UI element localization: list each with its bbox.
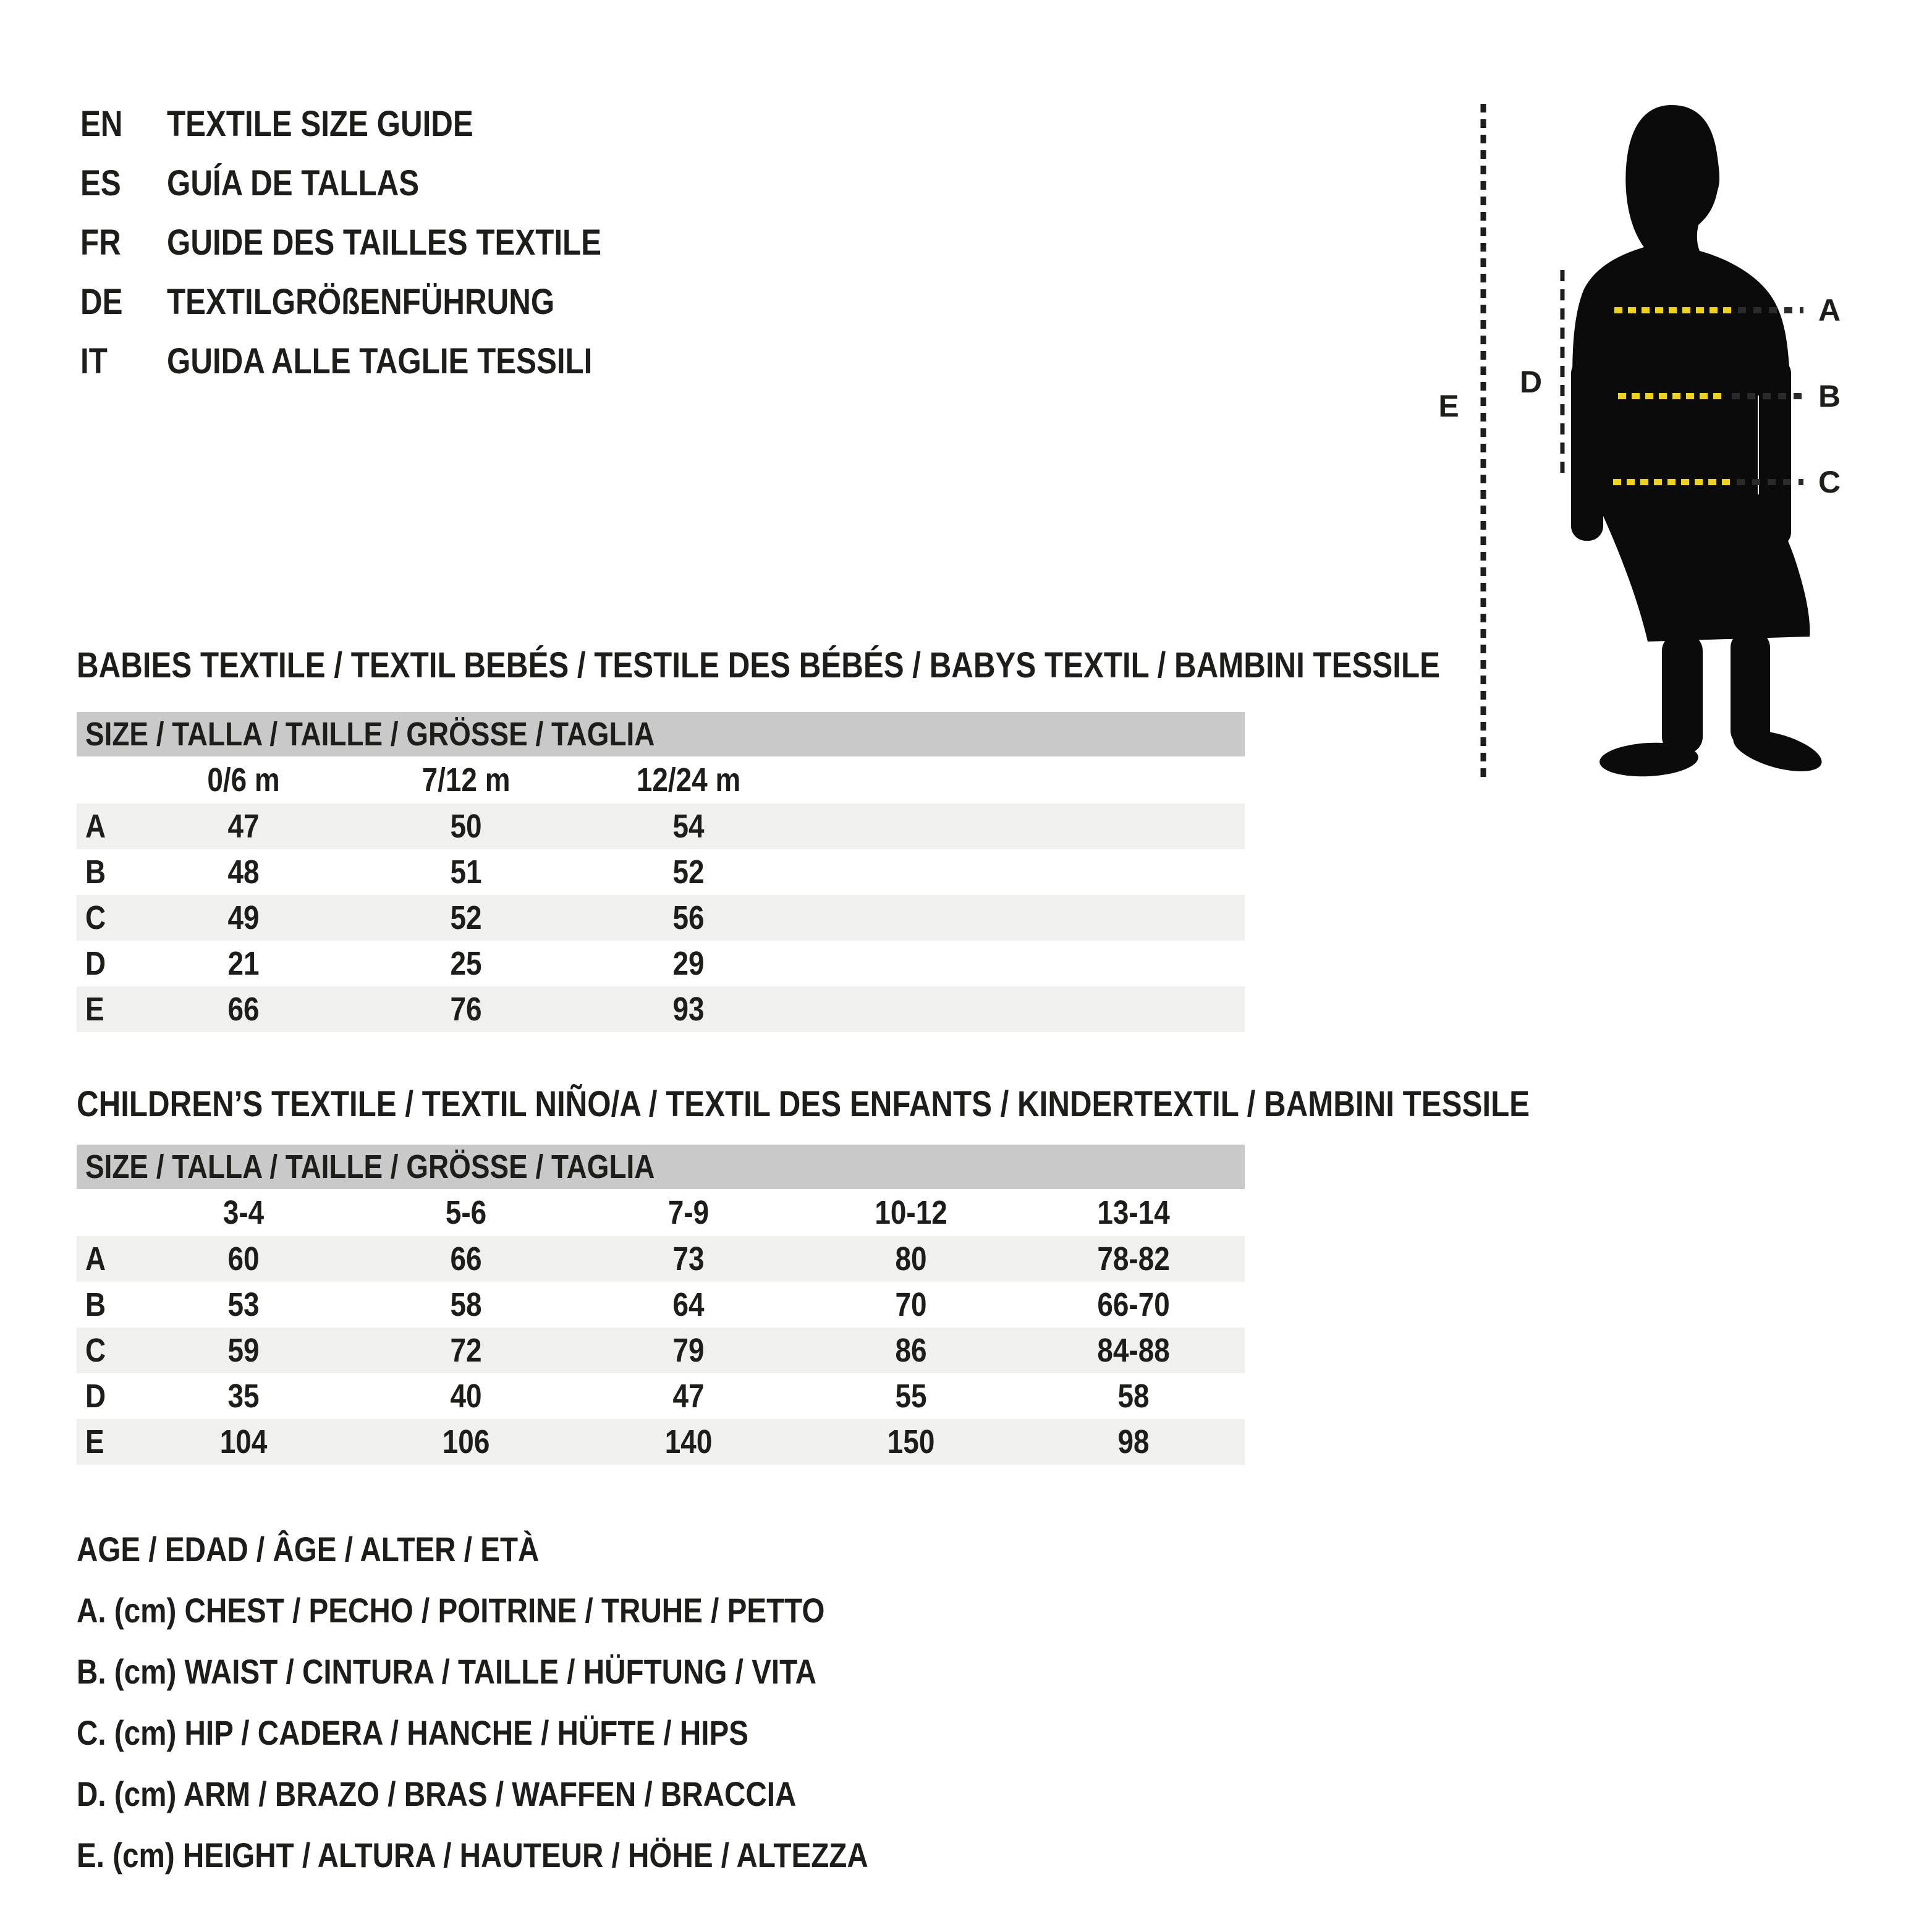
table-cell: 64 — [672, 1286, 705, 1323]
figure-label-d: D — [1519, 365, 1543, 399]
children-banner-text: SIZE / TALLA / TAILLE / GRÖSSE / TAGLIA — [85, 1148, 655, 1185]
legend-line-age — [77, 1519, 1008, 1580]
row-label: B — [85, 854, 106, 891]
row-label: C — [85, 1332, 106, 1369]
legend-text: B. (cm) WAIST / CINTURA / TAILLE / HÜFTUNG / VITA — [77, 1652, 816, 1691]
table-cell: 66 — [227, 991, 260, 1028]
table-cell: 72 — [450, 1332, 482, 1369]
language-title: GUIDA ALLE TAGLIE TESSILI — [167, 341, 593, 381]
table-row — [77, 941, 1245, 986]
table-cell: 47 — [672, 1378, 705, 1415]
table-cell: 86 — [895, 1332, 927, 1369]
table-cell: 59 — [227, 1332, 260, 1369]
table-row — [77, 895, 1245, 941]
column-header: 5-6 — [445, 1194, 487, 1231]
language-code: EN — [80, 103, 123, 144]
table-row — [77, 1419, 1245, 1465]
legend-text: AGE / EDAD / ÂGE / ALTER / ETÀ — [77, 1530, 540, 1569]
table-cell: 49 — [227, 899, 260, 936]
legend-line-arm — [77, 1763, 1008, 1824]
table-row — [77, 1282, 1245, 1328]
table-row — [77, 849, 1245, 895]
language-row-es — [80, 153, 678, 213]
column-header: 13-14 — [1097, 1194, 1170, 1231]
table-cell: 53 — [227, 1286, 260, 1323]
legend-text: A. (cm) CHEST / PECHO / POITRINE / TRUHE / PETTO — [77, 1591, 825, 1630]
table-cell: 150 — [887, 1423, 935, 1460]
babies-heading-text: BABIES TEXTILE / TEXTIL BEBÉS / TESTILE DES BÉBÉS / BABYS TEXTIL / BAMBINI TESSILE — [77, 645, 1441, 685]
table-cell: 78-82 — [1097, 1240, 1170, 1277]
table-row — [77, 1236, 1245, 1282]
babies-section-heading — [77, 644, 1680, 687]
language-code: DE — [80, 281, 123, 322]
babies-table-banner — [77, 712, 1245, 756]
column-header: 12/24 m — [636, 761, 741, 799]
table-cell: 54 — [672, 808, 705, 845]
table-cell: 25 — [450, 945, 482, 982]
legend-text: E. (cm) HEIGHT / ALTURA / HAUTEUR / HÖHE / ALTEZZA — [77, 1836, 868, 1875]
table-cell: 79 — [672, 1332, 705, 1369]
measurement-legend — [77, 1519, 1008, 1886]
measurement-figure — [1391, 87, 1904, 810]
table-cell: 98 — [1117, 1423, 1150, 1460]
table-cell: 52 — [450, 899, 482, 936]
row-label: E — [85, 1423, 104, 1460]
language-title-list — [80, 94, 678, 391]
table-cell: 73 — [672, 1240, 705, 1277]
language-code: ES — [80, 163, 121, 203]
table-cell: 140 — [664, 1423, 713, 1460]
figure-label-b: B — [1818, 379, 1841, 413]
column-header: 7-9 — [667, 1194, 710, 1231]
table-cell: 60 — [227, 1240, 260, 1277]
table-cell: 66 — [450, 1240, 482, 1277]
legend-text: D. (cm) ARM / BRAZO / BRAS / WAFFEN / BRACCIA — [77, 1774, 797, 1813]
table-cell: 21 — [227, 945, 260, 982]
language-title: GUIDE DES TAILLES TEXTILE — [167, 222, 602, 263]
table-row — [77, 1373, 1245, 1419]
row-label: D — [85, 1378, 106, 1415]
table-cell: 52 — [672, 854, 705, 891]
children-size-table — [77, 1145, 1245, 1465]
language-row-en — [80, 94, 678, 153]
table-cell: 66-70 — [1097, 1286, 1170, 1323]
children-section-heading — [77, 1083, 1786, 1126]
legend-text: C. (cm) HIP / CADERA / HANCHE / HÜFTE / HIPS — [77, 1713, 748, 1752]
table-cell: 93 — [672, 991, 705, 1028]
table-cell: 80 — [895, 1240, 927, 1277]
table-cell: 55 — [895, 1378, 927, 1415]
row-label: E — [85, 991, 104, 1028]
babies-banner-text: SIZE / TALLA / TAILLE / GRÖSSE / TAGLIA — [85, 716, 655, 753]
column-header: 0/6 m — [207, 761, 280, 799]
language-title: TEXTILGRÖßENFÜHRUNG — [167, 281, 555, 322]
language-title: TEXTILE SIZE GUIDE — [167, 103, 473, 144]
silhouette-right-leg — [1731, 630, 1770, 748]
language-row-de — [80, 272, 678, 331]
language-row-fr — [80, 213, 678, 272]
table-row — [77, 986, 1245, 1032]
babies-size-table — [77, 712, 1245, 1032]
table-cell: 56 — [672, 899, 705, 936]
legend-line-height — [77, 1824, 1008, 1886]
row-label: A — [85, 808, 106, 845]
table-cell: 48 — [227, 854, 260, 891]
table-row — [77, 803, 1245, 849]
table-cell: 35 — [227, 1378, 260, 1415]
table-cell: 76 — [450, 991, 482, 1028]
table-cell: 70 — [895, 1286, 927, 1323]
table-cell: 58 — [450, 1286, 482, 1323]
table-cell: 50 — [450, 808, 482, 845]
children-table-banner — [77, 1145, 1245, 1189]
language-code: FR — [80, 222, 121, 263]
row-label: A — [85, 1240, 106, 1277]
figure-label-e: E — [1438, 389, 1459, 423]
silhouette-left-arm — [1571, 358, 1603, 541]
table-cell: 58 — [1117, 1378, 1150, 1415]
legend-line-hip — [77, 1702, 1008, 1763]
row-label: B — [85, 1286, 106, 1323]
column-header: 3-4 — [222, 1194, 265, 1231]
table-cell: 40 — [450, 1378, 482, 1415]
language-code: IT — [80, 341, 108, 381]
table-cell: 47 — [227, 808, 260, 845]
legend-line-chest — [77, 1580, 1008, 1641]
children-heading-text: CHILDREN’S TEXTILE / TEXTIL NIÑO/A / TEXTIL DES ENFANTS / KINDERTEXTIL / BAMBINI TESSILE — [77, 1084, 1530, 1124]
table-cell: 106 — [442, 1423, 490, 1460]
table-cell: 84-88 — [1097, 1332, 1170, 1369]
row-label: D — [85, 945, 106, 982]
column-header: 7/12 m — [422, 761, 511, 799]
table-cell: 29 — [672, 945, 705, 982]
babies-table-header-row — [77, 756, 1245, 803]
legend-line-waist — [77, 1641, 1008, 1702]
table-cell: 104 — [219, 1423, 268, 1460]
table-row — [77, 1328, 1245, 1373]
children-table-header-row — [77, 1189, 1245, 1236]
figure-label-c: C — [1818, 465, 1841, 499]
table-cell: 51 — [450, 854, 482, 891]
language-row-it — [80, 331, 678, 391]
language-title: GUÍA DE TALLAS — [167, 163, 420, 203]
row-label: C — [85, 899, 106, 936]
column-header: 10-12 — [875, 1194, 947, 1231]
figure-label-a: A — [1818, 293, 1841, 328]
